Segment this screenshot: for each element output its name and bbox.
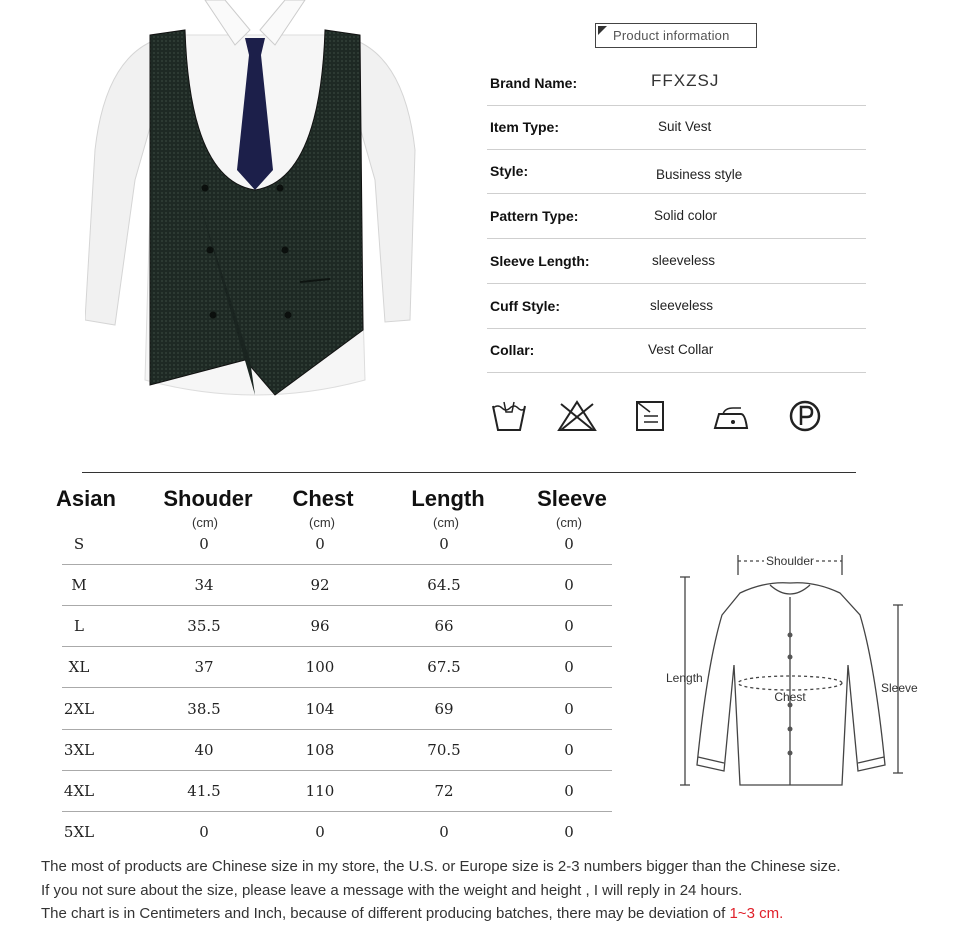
- info-row-pattern-type: Pattern Type: Solid color: [487, 194, 866, 239]
- length-label: Length: [666, 671, 703, 685]
- table-row: 2XL 38.5 104 69 0: [62, 688, 612, 730]
- col-header-chest: Chest: [292, 486, 354, 511]
- size-note-3: The chart is in Centimeters and Inch, because of different producing batches, there may be deviation of 1~3 cm.: [41, 905, 784, 922]
- product-information-heading: Product information: [595, 23, 757, 48]
- table-row: XL 37 100 67.5 0: [62, 646, 612, 688]
- unit-sleeve: (cm): [556, 515, 582, 530]
- size-note-1: The most of products are Chinese size in my store, the U.S. or Europe size is 2-3 numbers bigger than the Chinese size.: [41, 858, 841, 875]
- info-row-style: Style: Business style: [487, 149, 866, 194]
- col-header-shoulder: Shouder: [163, 486, 253, 511]
- deviation-highlight: 1~3 cm.: [729, 905, 784, 922]
- info-row-brand: Brand Name: FFXZSJ: [487, 61, 866, 106]
- unit-length: (cm): [433, 515, 459, 530]
- corner-triangle-icon: [598, 26, 607, 35]
- section-divider: [82, 472, 856, 473]
- hand-wash-icon: [490, 398, 528, 434]
- care-icons: [487, 398, 827, 438]
- dry-clean-p-icon: [787, 398, 823, 434]
- table-row: M 34 92 64.5 0: [62, 564, 612, 606]
- unit-chest: (cm): [309, 515, 335, 530]
- dry-flat-icon: [634, 398, 666, 434]
- unit-shoulder: (cm): [192, 515, 218, 530]
- size-note-2: If you not sure about the size, please leave a message with the weight and height , I will reply in 24 hours.: [41, 882, 743, 899]
- info-row-sleeve-length: Sleeve Length: sleeveless: [487, 239, 866, 284]
- info-row-collar: Collar: Vest Collar: [487, 328, 866, 373]
- col-header-sleeve: Sleeve: [537, 486, 607, 511]
- product-photo: [85, 0, 425, 420]
- shoulder-label: Shoulder: [765, 554, 815, 568]
- chest-label: Chest: [774, 690, 806, 704]
- table-row: S 0 0 0 0: [62, 523, 612, 565]
- iron-low-icon: [711, 398, 751, 434]
- info-row-item-type: Item Type: Suit Vest: [487, 105, 866, 150]
- col-header-length: Length: [411, 486, 485, 511]
- table-row: L 35.5 96 66 0: [62, 605, 612, 647]
- table-row: 3XL 40 108 70.5 0: [62, 729, 612, 771]
- do-not-bleach-icon: [555, 398, 599, 434]
- table-row: 4XL 41.5 110 72 0: [62, 770, 612, 812]
- col-header-asian: Asian: [56, 486, 116, 511]
- table-row: 5XL 0 0 0 0: [63, 823, 574, 841]
- measurement-diagram: [660, 545, 925, 795]
- sleeve-label: Sleeve: [881, 681, 918, 695]
- info-row-cuff-style: Cuff Style: sleeveless: [487, 284, 866, 329]
